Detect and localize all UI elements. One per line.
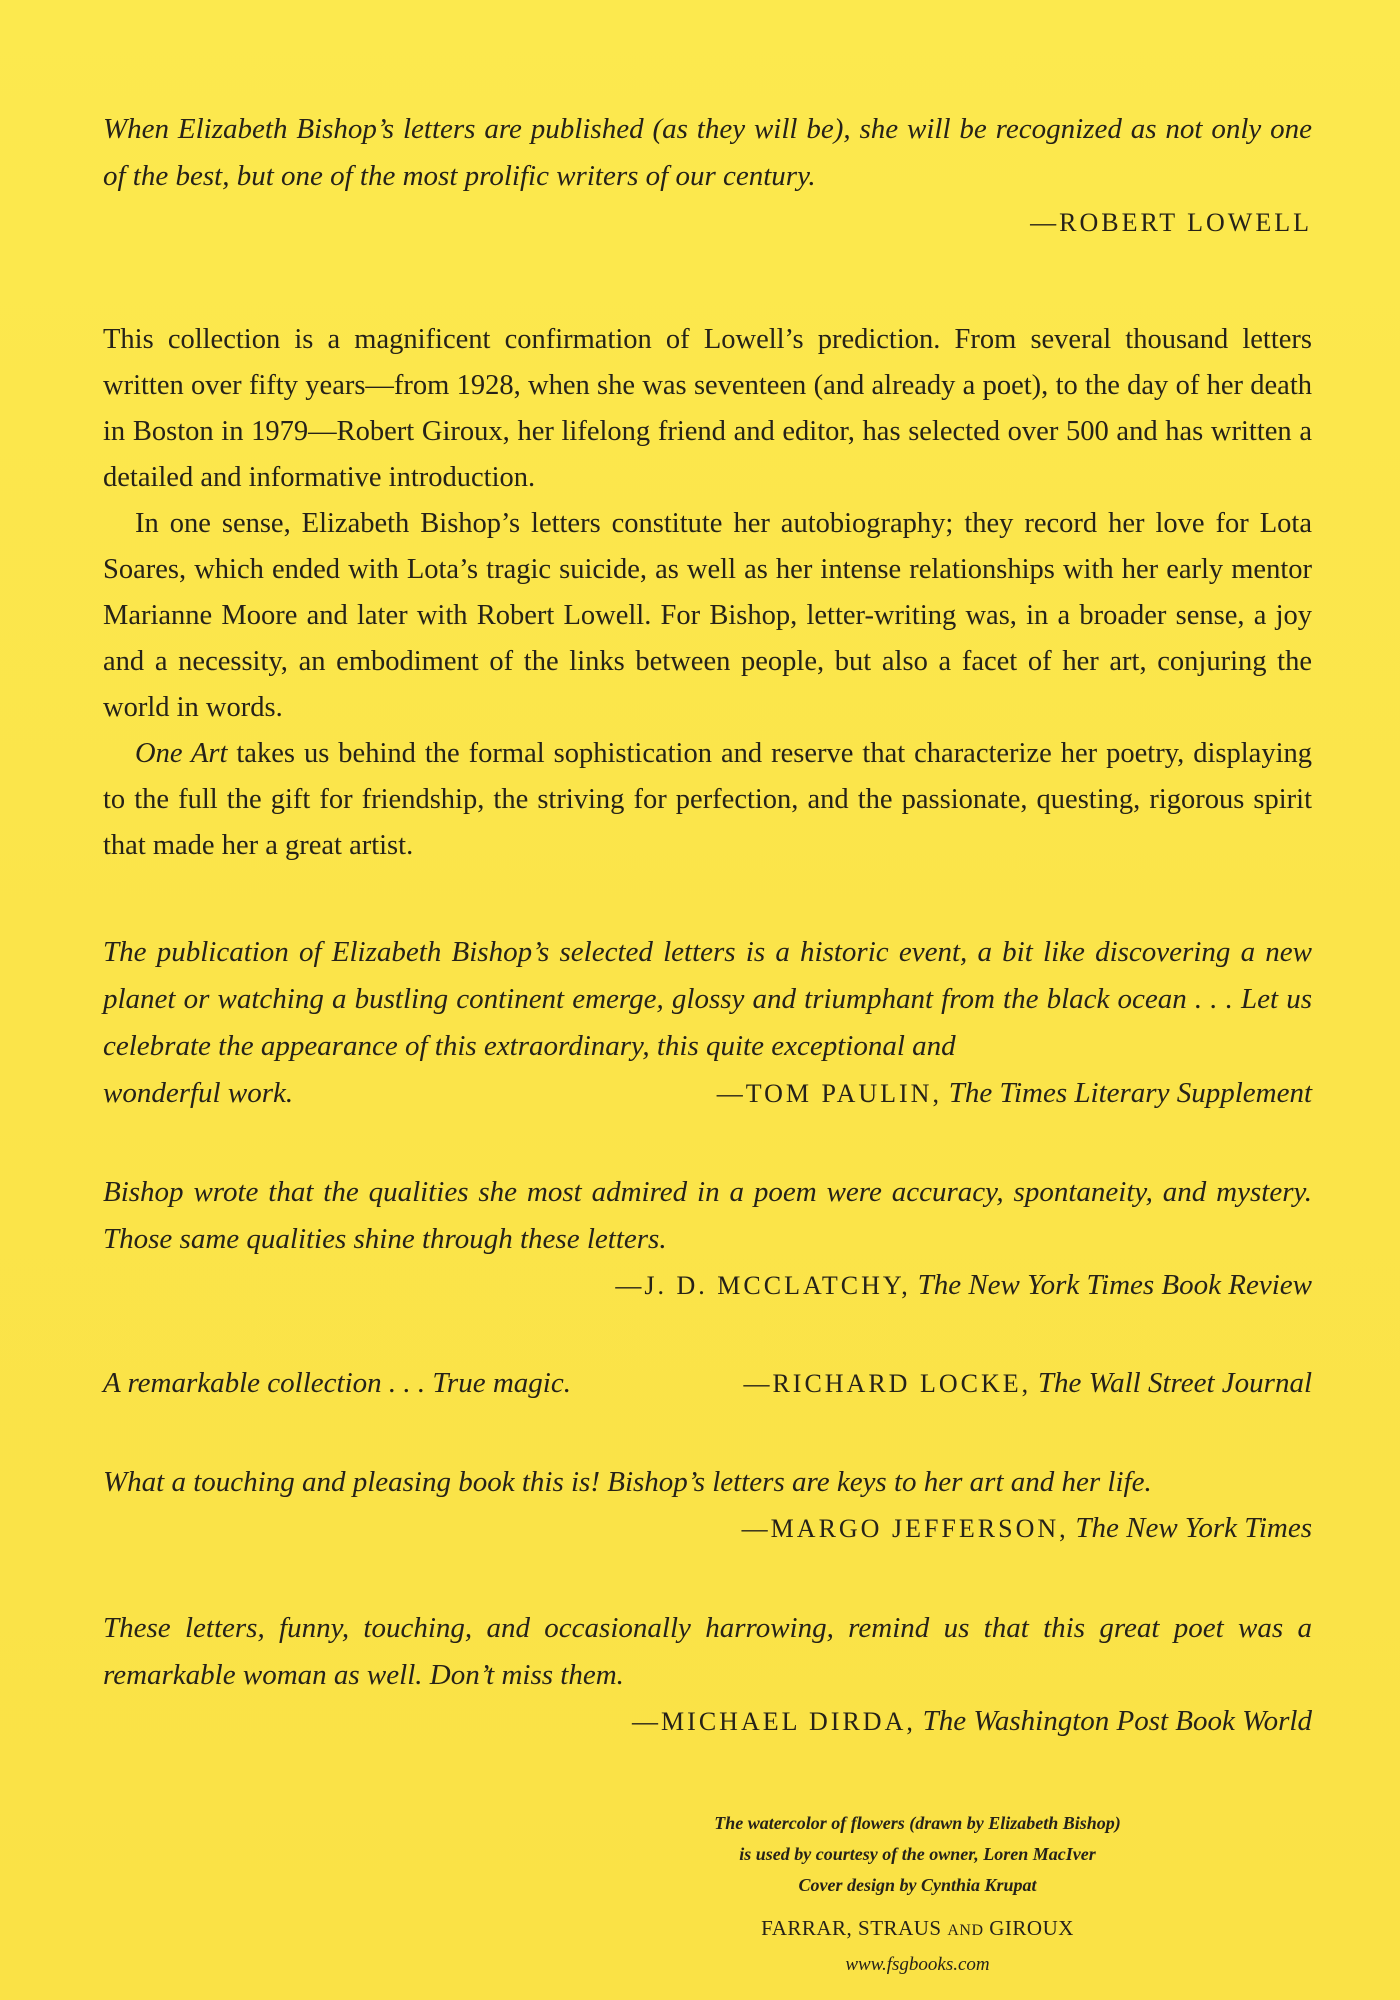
book-title: One Art <box>135 738 228 769</box>
mcclatchy-name: —J. D. MCCLATCHY, <box>615 1271 911 1300</box>
dirda-source: The Washington Post Book World <box>922 1705 1312 1737</box>
locke-name: —RICHARD LOCKE, <box>743 1369 1032 1398</box>
description-paragraph-1: This collection is a magnificent confirmation of Lowell’s prediction. From several thousand letters written over fifty years—from 1928, when she was seventeen (and already a poet), to the day of her death in Boston in 1979—Robert Giroux, her lifelong friend and editor, has selected over 500 and has written a detailed and informative introduction. <box>103 324 1312 493</box>
book-description <box>103 317 1312 869</box>
description-paragraph-3 <box>103 731 1312 869</box>
locke-quote: A remarkable collection . . . True magic. <box>103 1367 571 1399</box>
watercolor-credit: The watercolor of flowers (drawn by Elizabeth Bishop) <box>714 1813 1121 1833</box>
jefferson-name: —MARGO JEFFERSON, <box>741 1514 1069 1543</box>
paulin-last-line <box>103 1070 1312 1117</box>
description-paragraph-3-text: takes us behind the formal sophistication and reserve that characterize her poetry, displaying to the full the gift for friendship, the striving for perfection, and the passionate, questing, rigorous spirit that made her a great artist. <box>103 738 1312 861</box>
publisher-part-2: GIROUX <box>989 1916 1074 1940</box>
lowell-name: —ROBERT LOWELL <box>1030 208 1312 237</box>
lowell-quote: When Elizabeth Bishop’s letters are published (as they will be), she will be recognized as not only one of the best, but one of the most prolific writers of our century. <box>103 113 1312 192</box>
courtesy-credit: is used by courtesy of the owner, Loren MacIver <box>739 1844 1096 1864</box>
paulin-quote: The publication of Elizabeth Bishop’s selected letters is a historic event, a bit like discovering a new planet or watching a bustling continent emerge, glossy and triumphant from the black ocean . . . Let us celebrate the appearance of this extraordinary, this quite exceptional and <box>103 936 1312 1062</box>
paulin-name: —TOM PAULIN, <box>716 1079 942 1108</box>
locke-blurb <box>103 1360 1312 1407</box>
dirda-blurb <box>103 1605 1312 1744</box>
paulin-source: The Times Literary Supplement <box>948 1077 1312 1109</box>
dirda-quote: These letters, funny, touching, and occasionally harrowing, remind us that this great poet was a remarkable woman as well. Don’t miss them. <box>103 1612 1312 1691</box>
mcclatchy-source: The New York Times Book Review <box>917 1269 1312 1301</box>
lowell-attribution <box>103 200 1312 245</box>
mcclatchy-attribution <box>103 1263 1312 1308</box>
lowell-blurb <box>103 106 1312 245</box>
paulin-quote-tail: wonderful work. <box>103 1077 294 1109</box>
jefferson-blurb <box>103 1459 1312 1551</box>
publisher-name <box>523 1909 1312 1950</box>
paulin-blurb <box>103 929 1312 1117</box>
publisher-part-1: FARRAR, STRAUS <box>761 1916 942 1940</box>
jefferson-attribution <box>103 1506 1312 1551</box>
jefferson-source: The New York Times <box>1075 1512 1312 1544</box>
locke-attribution <box>743 1361 1312 1406</box>
jefferson-quote: What a touching and pleasing book this is! Bishop’s letters are keys to her art and her life. <box>103 1466 1152 1498</box>
dirda-attribution <box>103 1699 1312 1744</box>
publisher-and: AND <box>947 1922 984 1939</box>
mcclatchy-quote: Bishop wrote that the qualities she most admired in a poem were accuracy, spontaneity, and mystery. Those same qualities shine through these letters. <box>103 1176 1312 1255</box>
dirda-name: —MICHAEL DIRDA, <box>632 1707 916 1736</box>
mcclatchy-blurb <box>103 1169 1312 1308</box>
description-paragraph-2: In one sense, Elizabeth Bishop’s letters constitute her autobiography; they record her love for Lota Soares, which ended with Lota’s tragic suicide, as well as her intense relationships with her early mentor Marianne Moore and later with Robert Lowell. For Bishop, letter-writing was, in a broader sense, a joy and a necessity, an embodiment of the links between people, but also a facet of her art, conjuring the world in words. <box>103 508 1312 723</box>
design-credit: Cover design by Cynthia Krupat <box>798 1875 1037 1895</box>
paulin-attribution <box>717 1071 1312 1116</box>
publisher-website: www.fsgbooks.com <box>845 1954 990 1975</box>
locke-source: The Wall Street Journal <box>1037 1367 1312 1399</box>
cover-credits <box>103 1808 1312 1980</box>
